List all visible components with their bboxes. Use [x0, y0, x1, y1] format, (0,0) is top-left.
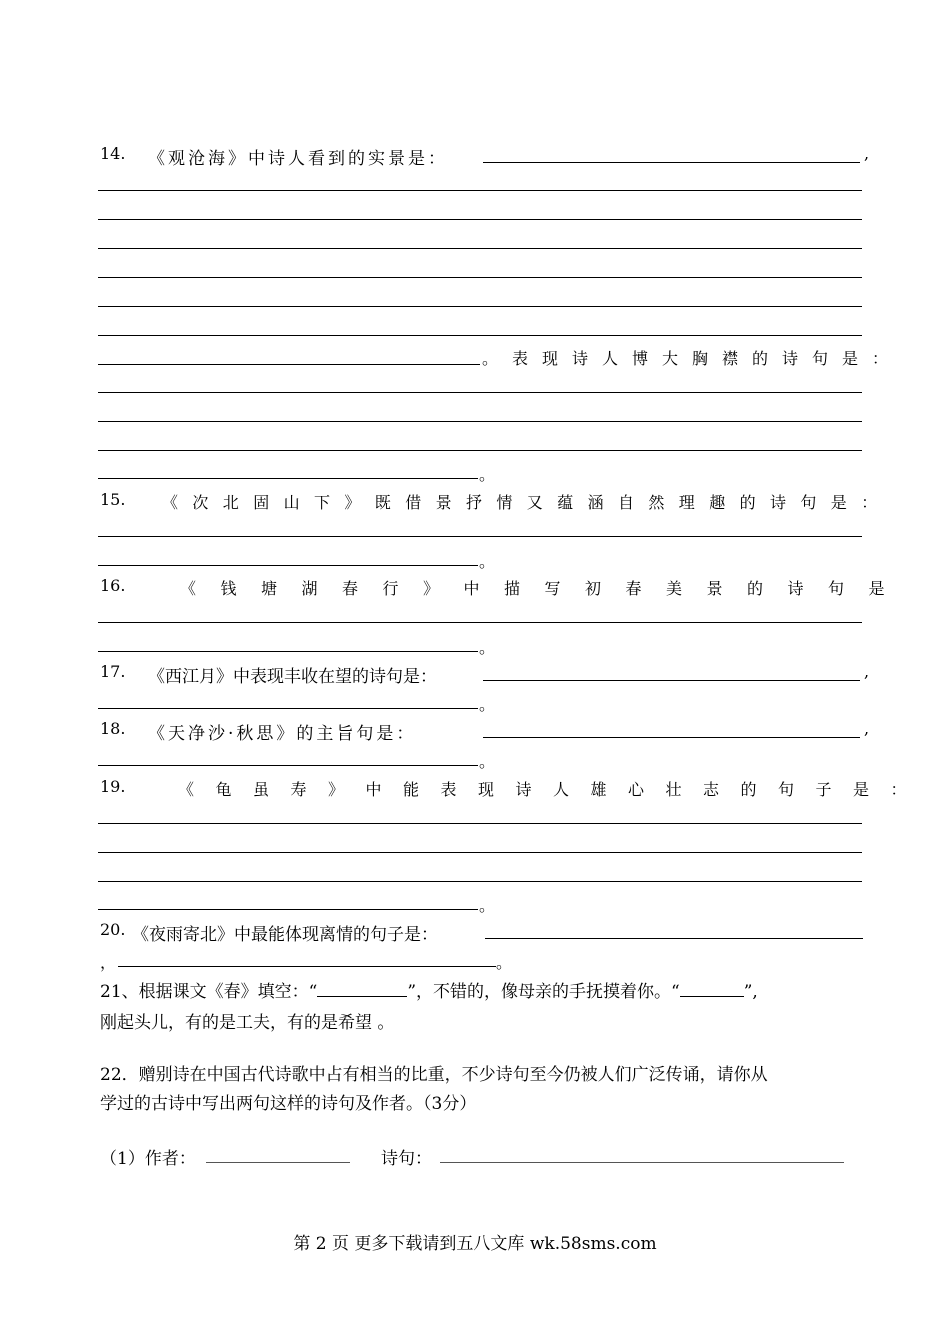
- q14-answer-line-7[interactable]: [98, 335, 862, 336]
- q15-prompt: 《次北固山下》既借景抒情又蕴涵自然理趣的诗句是：: [162, 493, 892, 512]
- q16-end-period: 。: [479, 638, 496, 657]
- q17-comma: ,: [864, 662, 870, 681]
- q14-answer-line-12[interactable]: [98, 478, 478, 479]
- q19-number: 19.: [100, 777, 126, 796]
- q14-end-period: 。: [479, 465, 496, 484]
- q14-number: 14.: [100, 144, 126, 163]
- q18-comma: ,: [864, 719, 870, 738]
- q21-line-2: 刚起头儿，有的是工夫，有的是希望 。: [100, 1013, 395, 1033]
- q19-answer-line-3[interactable]: [98, 881, 862, 882]
- q22-line-2: 学过的古诗中写出两句这样的诗句及作者。（3分）: [100, 1094, 477, 1114]
- q14-answer-line-8[interactable]: [98, 364, 480, 365]
- q19-end-period: 。: [479, 896, 496, 915]
- q18-end-period: 。: [479, 752, 496, 771]
- q19-answer-line-2[interactable]: [98, 852, 862, 853]
- q19-prompt: 《龟虽寿》中能表现诗人雄心壮志的句子是：: [178, 780, 929, 799]
- q17-answer-line-1[interactable]: [483, 680, 860, 681]
- q20-comma: ，: [100, 953, 117, 972]
- q14-second-prompt: 。表现诗人博大胸襟的诗句是：: [482, 349, 903, 368]
- q21-line-1: [100, 977, 758, 1002]
- q14-prompt: 《观沧海》中诗人看到的实景是：: [148, 149, 448, 169]
- q15-answer-line-2[interactable]: [98, 565, 478, 566]
- q22-author-label: （1）作者：: [100, 1149, 196, 1169]
- q21-prompt-b: ”，不错的，像母亲的手抚摸着你。“: [407, 982, 680, 1002]
- q17-number: 17.: [100, 662, 126, 681]
- q22-author-input[interactable]: [206, 1162, 350, 1163]
- q18-answer-line-1[interactable]: [483, 737, 860, 738]
- q22-poem-label: 诗句：: [381, 1149, 432, 1169]
- q16-number: 16.: [100, 576, 126, 595]
- q22-line-1: 22．赠别诗在中国古代诗歌中占有相当的比重，不少诗句至今仍被人们广泛传诵，请你从: [100, 1065, 768, 1085]
- q21-blank-1[interactable]: [317, 981, 407, 997]
- q19-answer-line-4[interactable]: [98, 909, 478, 910]
- q15-end-period: 。: [479, 552, 496, 571]
- q16-prompt: 《钱塘湖春行》中描写初春美景的诗句是: [180, 579, 910, 598]
- q20-answer-line-1[interactable]: [485, 938, 863, 939]
- q18-number: 18.: [100, 719, 126, 738]
- q15-answer-line-1[interactable]: [98, 536, 862, 537]
- q21-blank-2[interactable]: [680, 981, 744, 997]
- q16-answer-line-1[interactable]: [98, 622, 862, 623]
- q14-answer-line-9[interactable]: [98, 392, 862, 393]
- q21-prompt-c: ”,: [743, 982, 758, 1002]
- q14-answer-line-6[interactable]: [98, 306, 862, 307]
- q20-number: 20.: [100, 920, 126, 939]
- q14-answer-line-4[interactable]: [98, 248, 862, 249]
- page-footer: 第 2 页 更多下载请到五八文库 wk.58sms.com: [293, 1234, 657, 1254]
- q15-number: 15.: [100, 490, 126, 509]
- q14-answer-line-1[interactable]: [483, 162, 860, 163]
- q14-answer-line-3[interactable]: [98, 219, 862, 220]
- q14-answer-line-5[interactable]: [98, 277, 862, 278]
- q20-answer-line-2[interactable]: [118, 966, 496, 967]
- q20-end-period: 。: [496, 953, 513, 972]
- q21-prompt-a: 21、根据课文《春》填空：“: [100, 982, 318, 1002]
- q18-answer-line-2[interactable]: [98, 765, 478, 766]
- q22-poem-input[interactable]: [440, 1162, 844, 1163]
- q17-prompt: 《西江月》中表现丰收在望的诗句是：: [148, 667, 437, 687]
- q20-prompt: 《夜雨寄北》中最能体现离情的句子是：: [132, 925, 438, 945]
- q14-answer-line-11[interactable]: [98, 450, 862, 451]
- q14-answer-line-10[interactable]: [98, 421, 862, 422]
- q17-end-period: 。: [479, 695, 496, 714]
- q14-comma: ,: [864, 144, 870, 163]
- q16-answer-line-2[interactable]: [98, 651, 478, 652]
- q14-answer-line-2[interactable]: [98, 190, 862, 191]
- q18-prompt: 《天净沙·秋思》的主旨句是：: [148, 724, 417, 744]
- q19-answer-line-1[interactable]: [98, 823, 862, 824]
- q17-answer-line-2[interactable]: [98, 708, 478, 709]
